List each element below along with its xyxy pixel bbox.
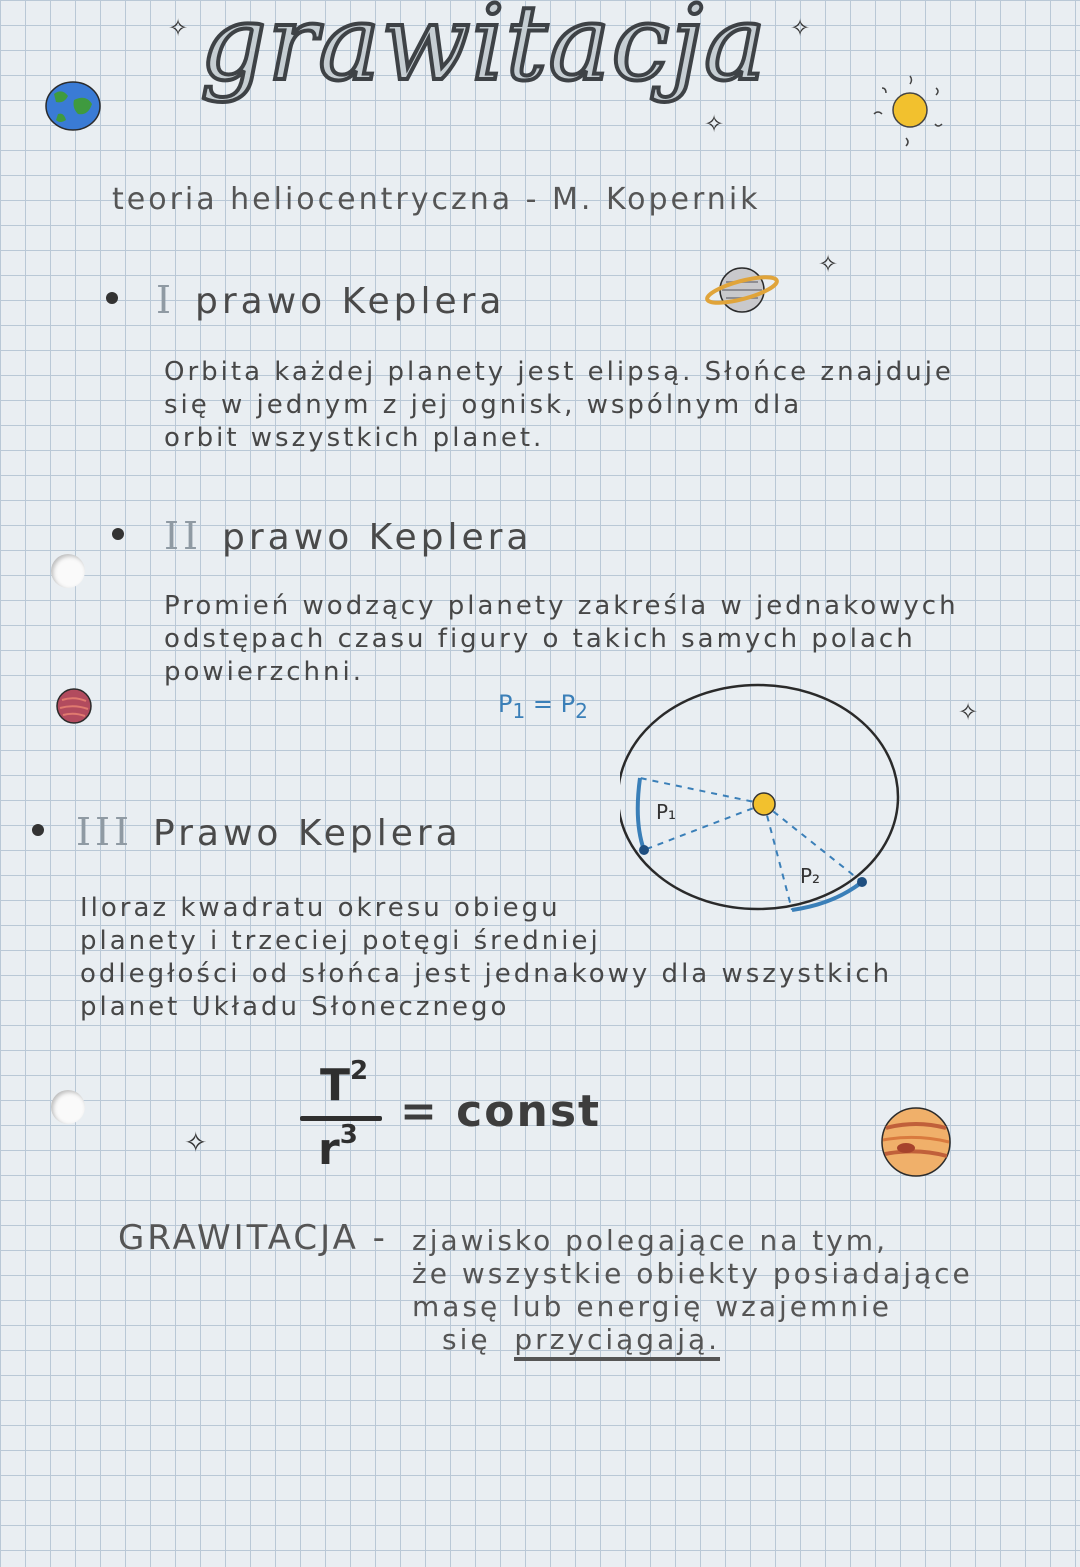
mars-icon (54, 686, 94, 726)
gravity-underlined: przyciągają. (514, 1323, 720, 1361)
law-2-line: odstępach czasu figury o takich samych polach (164, 624, 916, 654)
star-icon: ✧ (818, 250, 839, 278)
gravity-definition (412, 1224, 973, 1356)
formula-numerator: $T^2$ (320, 1056, 369, 1111)
eq-sub: 1 (512, 698, 526, 723)
planet-point (857, 877, 867, 887)
sun-icon (866, 68, 954, 148)
swept-arc-1 (638, 778, 644, 850)
law-2-text (164, 590, 959, 689)
star-icon: ✧ (790, 14, 811, 42)
law-3-heading (76, 810, 462, 854)
gravity-line (412, 1323, 973, 1356)
planet-point (639, 845, 649, 855)
bullet (112, 528, 124, 540)
law-1-line: się w jednym z jej ognisk, wspólnym dla (164, 390, 803, 420)
star-icon: ✧ (168, 14, 189, 42)
law-1-heading (156, 278, 505, 322)
law-2-line: Promień wodzący planety zakreśla w jednakowych (164, 591, 959, 621)
eq-mid: = P (525, 690, 576, 718)
area-label-p1: P₁ (656, 800, 677, 824)
law-2-numeral: II (164, 514, 203, 558)
kepler-formula (300, 1056, 602, 1180)
gravity-line: zjawisko polegające na tym, (412, 1224, 888, 1257)
law-2-title: prawo Keplera (222, 517, 533, 558)
gravity-prefix: się (442, 1323, 491, 1356)
gravity-line: że wszystkie obiekty posiadające (412, 1257, 973, 1290)
law-3-line: odległości od słońca jest jednakowy dla wszystkich (80, 959, 893, 989)
star-icon: ✧ (704, 110, 725, 138)
law-3-text (80, 892, 892, 1024)
law-3-title: Prawo Keplera (153, 813, 462, 854)
bullet (106, 292, 118, 304)
earth-icon (44, 80, 102, 132)
jupiter-icon (876, 1106, 956, 1178)
gravity-term: GRAWITACJA - (118, 1218, 388, 1258)
law-3-line: planet Układu Słonecznego (80, 992, 510, 1022)
area-equation (498, 690, 588, 723)
star-icon: ✧ (184, 1126, 208, 1159)
subtitle: teoria heliocentryczna - M. Kopernik (112, 182, 761, 217)
page-title: grawitacja (200, 0, 767, 104)
sun-focus (753, 793, 775, 815)
law-1-title: prawo Keplera (195, 281, 506, 322)
law-1-text (164, 356, 954, 455)
star-icon: ✧ (958, 698, 979, 726)
saturn-icon (704, 262, 780, 318)
eq-p: P (498, 690, 513, 718)
area-label-p2: P₂ (800, 864, 821, 888)
gravity-line: masę lub energię wzajemnie (412, 1290, 893, 1323)
binder-hole (51, 1090, 85, 1124)
law-2-heading (164, 514, 532, 558)
binder-hole (51, 554, 85, 588)
formula-rhs: = const (400, 1086, 602, 1137)
law-3-numeral: III (76, 810, 134, 854)
law-2-line: powierzchni. (164, 657, 364, 687)
formula-denominator: $r^3$ (318, 1120, 358, 1175)
law-3-line: planety i trzeciej potęgi średniej (80, 926, 601, 956)
law-3-line: Iloraz kwadratu okresu obiegu (80, 893, 561, 923)
law-1-line: Orbita każdej planety jest elipsą. Słońce znajduje (164, 357, 954, 387)
law-1-numeral: I (156, 278, 176, 322)
law-1-line: orbit wszystkich planet. (164, 423, 545, 453)
eq-sub: 2 (575, 698, 588, 723)
bullet (32, 824, 44, 836)
